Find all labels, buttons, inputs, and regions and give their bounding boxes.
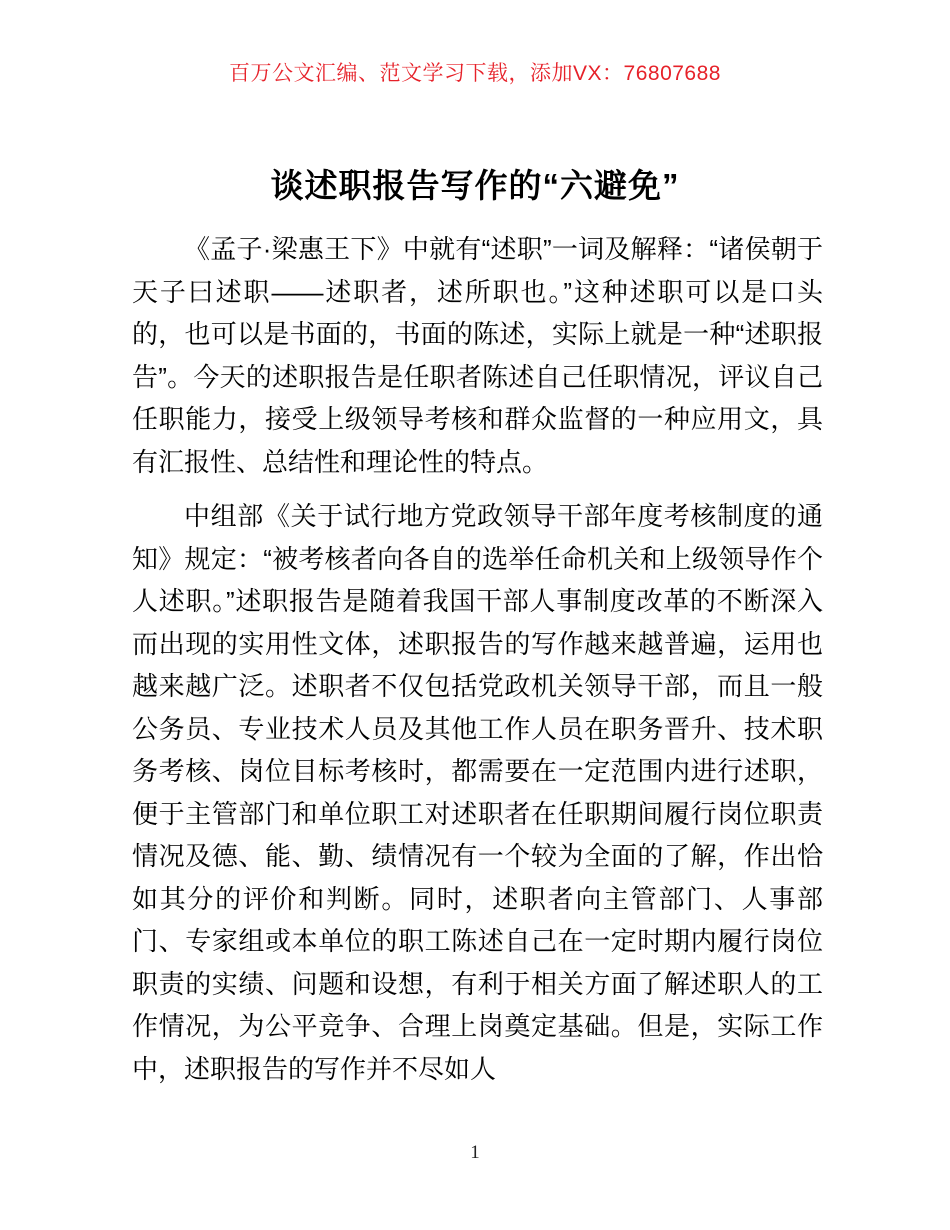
paragraph-zhongzubu-regulation: 中组部《关于试行地方党政领导干部年度考核制度的通知》规定：“被考核者向各自的选举任命机关和上级领导作个人述职。”述职报告是随着我国干部人事制度改革的不断深入而出现的实用性文体，述职报告的写作越来越普遍，运用也越来越广泛。述职者不仅包括党政机关领导干部，而且一般公务员、专业技术人员及其他工作人员在职务晋升、技术职务考核、岗位目标考核时，都需要在一定范围内进行述职，便于主管部门和单位职工对述职者在任职期间履行岗位职责情况及德、能、勤、绩情况有一个较为全面的了解，作出恰如其分的评价和判断。同时，述职者向主管部门、人事部门、专家组或本单位的职工陈述自己在一定时期内履行岗位职责的实绩、问题和设想，有利于相关方面了解述职人的工作情况，为公平竞争、合理上岗奠定基础。但是，实际工作中，述职报告的写作并不尽如人: [132, 501, 823, 1084]
document-body: [132, 228, 823, 1090]
page-number: 1: [470, 1142, 480, 1163]
paragraph-intro-shuzhi: 《孟子·梁惠王下》中就有“述职”一词及解释：“诸侯朝于天子曰述职——述职者，述所职也。”这种述职可以是口头的，也可以是书面的，书面的陈述，实际上就是一种“述职报告”。今天的述职报告是任职者陈述自己任职情况，评议自己任职能力，接受上级领导考核和群众监督的一种应用文，具有汇报性、总结性和理论性的特点。: [132, 234, 823, 477]
document-title: 谈述职报告写作的“六避免”: [270, 167, 680, 204]
header-promo-text: 百万公文汇编、范文学习下载，添加VX：76807688: [229, 62, 721, 85]
